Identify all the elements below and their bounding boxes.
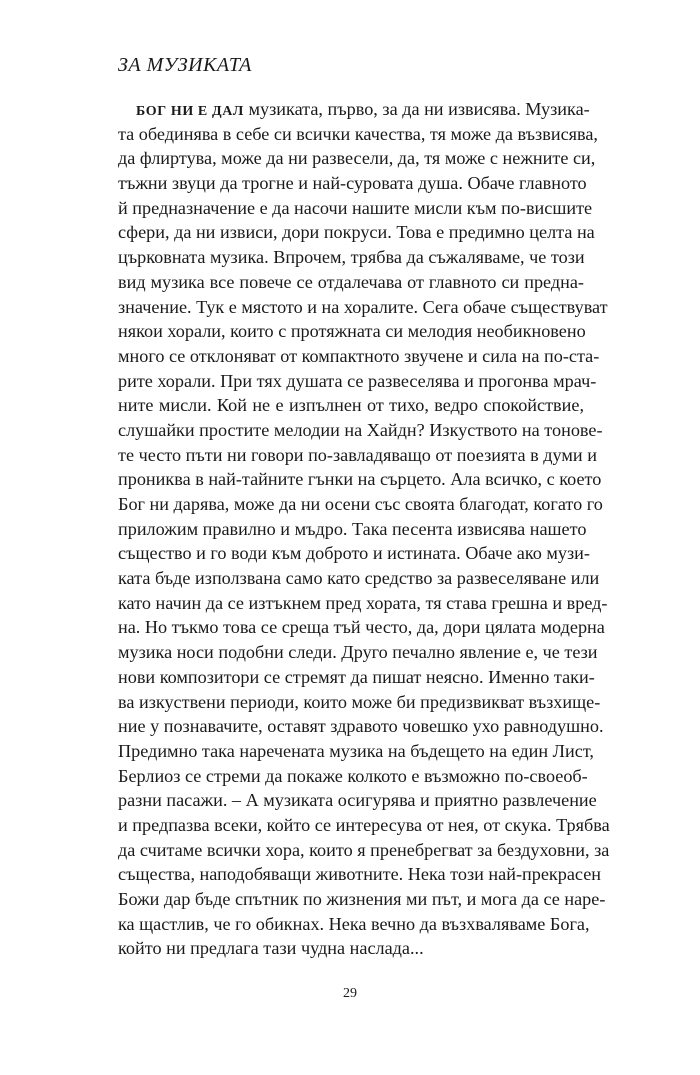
- text-line: който ни предлага тази чудна наслада...: [118, 938, 424, 959]
- text-line: някои хорали, които с протяжната си мелодия необикновено: [118, 321, 586, 342]
- text-line: прониква в най-тайните гънки на сърцето. Ала всичко, с което: [118, 469, 602, 490]
- body-paragraph: [118, 97, 610, 961]
- text-line: много се отклоняват от компактното звучене и сила на по-ста-: [118, 345, 600, 366]
- text-line: ните мисли. Кой не е изпълнен от тихо, ведро спокойствие,: [118, 395, 584, 416]
- text-line-rest: музиката, първо, за да ни извисява. Музика-: [243, 99, 590, 119]
- text-line: ката бъде използвана само като средство за развеселяване или: [118, 568, 600, 589]
- text-line: вид музика все повече се отдалечава от главното си предна-: [118, 271, 584, 292]
- chapter-title: ЗА МУЗИКАТА: [118, 54, 252, 76]
- text-line: музика носи подобни следи. Друго печално явление е, че тези: [118, 642, 598, 663]
- text-line: и предпазва всеки, който се интересува от нея, от скука. Трябва: [118, 814, 610, 835]
- text-line: приложим правилно и мъдро. Така песента извисява нашето: [118, 518, 587, 539]
- text-line: да считаме всички хора, които я пренебрегват за бездуховни, за: [118, 839, 610, 860]
- text-line: същества, наподобяващи животните. Нека този най-прекрасен: [118, 864, 602, 885]
- text-line: Берлиоз се стреми да покаже колкото е възможно по-своеоб-: [118, 765, 588, 786]
- text-line: й предназначение е да насочи нашите мисли към по-висшите: [118, 197, 593, 218]
- text-line: да флиртува, може да ни развесели, да, тя може с нежните си,: [118, 148, 596, 169]
- text-line: на. Но тъкмо това се среща тъй често, да, дори цялата модерна: [118, 617, 605, 638]
- text-line: като начин да се изтъкнем пред хората, тя става грешна и вред-: [118, 592, 608, 613]
- text-line: Божи дар бъде спътник по жизнения ми път, и мога да се наре-: [118, 889, 606, 909]
- text-line: ние у познавачите, оставят здравото човешко ухо равнодушно.: [118, 716, 604, 737]
- text-line: та обединява в себе си всички качества, тя може да възвисява,: [118, 123, 598, 144]
- text-line: те често пъти ни говори по-завладяващо от поезията в думи и: [118, 444, 597, 465]
- text-line: [118, 97, 590, 122]
- text-line: същество и го води към доброто и истината. Обаче ако музи-: [118, 543, 590, 564]
- text-line: Предимно така наречената музика на бъдещето на един Лист,: [118, 740, 594, 761]
- text-line: значение. Тук е мястото и на хоралите. Сега обаче съществуват: [118, 296, 608, 317]
- text-line: слушайки простите мелодии на Хайдн? Изкуството на тонове-: [118, 419, 603, 440]
- text-line: Бог ни дарява, може да ни осени със своята благодат, когато го: [118, 494, 603, 514]
- text-line: рите хорали. При тях душата се развеселява и прогонва мрач-: [118, 370, 597, 391]
- text-line: сфери, да ни извиси, дори покруси. Това е предимно целта на: [118, 222, 595, 243]
- lead-in-smallcaps: БОГ НИ Е ДАЛ: [136, 104, 244, 119]
- text-line: нови композитори се стремят да пишат неясно. Именно таки-: [118, 666, 595, 687]
- text-line: тъжни звуци да трогне и най-суровата душа. Обаче главното: [118, 173, 587, 194]
- text-line: ва изкуствени периоди, които може би предизвикват възхище-: [118, 691, 601, 712]
- text-line: ка щастлив, че го обикнах. Нека вечно да възхваляваме Бога,: [118, 913, 590, 934]
- text-line: църковната музика. Впрочем, трябва да съжаляваме, че този: [118, 247, 585, 268]
- page-number: 29: [343, 986, 357, 1001]
- text-line: разни пасажи. – А музиката осигурява и приятно развлечение: [118, 790, 597, 811]
